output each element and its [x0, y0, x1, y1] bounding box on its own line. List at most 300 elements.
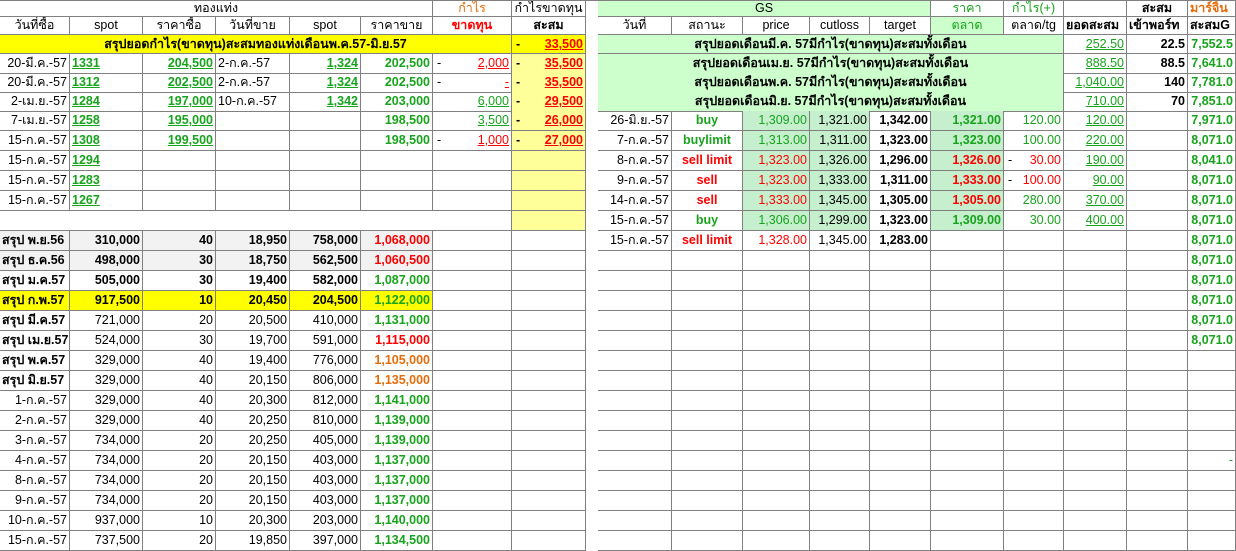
gs-trade-total[interactable]: 400.00 [1064, 211, 1127, 231]
empty-cell[interactable] [810, 271, 870, 291]
empty-cell[interactable] [672, 331, 743, 351]
empty-cell[interactable] [1064, 351, 1127, 371]
summary-empty[interactable] [512, 271, 586, 291]
summary-value[interactable]: 20,500 [216, 311, 290, 331]
trade-buy-price[interactable]: 202,500 [143, 73, 216, 93]
gs-trade-acc[interactable]: 8,041.0 [1188, 151, 1236, 171]
empty-cell[interactable] [1188, 391, 1236, 411]
gs-trade-total[interactable]: 120.00 [1064, 111, 1127, 131]
summary-empty[interactable] [512, 291, 586, 311]
empty-cell[interactable] [1004, 431, 1064, 451]
summary-empty[interactable] [433, 511, 512, 531]
summary-value[interactable]: 310,000 [70, 231, 143, 251]
trade-buy-price[interactable] [143, 171, 216, 191]
empty-cell[interactable] [870, 491, 931, 511]
summary-value[interactable]: 810,000 [290, 411, 361, 431]
gs-trade-target[interactable]: 1,305.00 [870, 191, 931, 211]
gs-trade-price[interactable]: 1,328.00 [743, 231, 810, 251]
summary-value[interactable]: 20,150 [216, 491, 290, 511]
trade-buy-date[interactable]: 2-เม.ย.-57 [0, 92, 70, 112]
summary-total[interactable]: 1,137,000 [361, 471, 433, 491]
gs-trade-total[interactable]: 90.00 [1064, 171, 1127, 191]
summary-empty[interactable] [512, 471, 586, 491]
monthly-acc[interactable]: 7,851.0 [1188, 92, 1236, 112]
summary-value[interactable]: 329,000 [70, 411, 143, 431]
trade-sell-spot[interactable] [290, 151, 361, 171]
column-header[interactable]: price [743, 17, 810, 35]
empty-cell[interactable] [598, 271, 672, 291]
empty-cell[interactable] [743, 311, 810, 331]
gs-trade-cutloss[interactable]: 1,345.00 [810, 231, 870, 251]
empty-cell[interactable] [672, 451, 743, 471]
empty-cell[interactable] [598, 251, 672, 271]
empty-cell[interactable] [1064, 531, 1127, 551]
summary-value[interactable]: 498,000 [70, 251, 143, 271]
blank-acc[interactable] [512, 211, 586, 231]
gs-acc-cont[interactable]: 8,071.0 [1188, 271, 1236, 291]
gs-trade-empty[interactable] [1127, 191, 1188, 211]
header-profit[interactable]: กำไร [433, 1, 512, 17]
summary-value[interactable]: 40 [143, 231, 216, 251]
empty-cell[interactable] [1127, 271, 1188, 291]
gs-trade-market[interactable]: 1,321.00 [931, 111, 1004, 131]
empty-cell[interactable] [672, 531, 743, 551]
summary-value[interactable]: 721,000 [70, 311, 143, 331]
summary-total[interactable]: 1,141,000 [361, 391, 433, 411]
empty-cell[interactable] [1127, 311, 1188, 331]
empty-cell[interactable] [1064, 411, 1127, 431]
empty-cell[interactable] [931, 431, 1004, 451]
summary-empty[interactable] [512, 411, 586, 431]
empty-cell[interactable] [870, 391, 931, 411]
summary-empty[interactable] [512, 491, 586, 511]
gs-acc-cont[interactable]: 8,071.0 [1188, 291, 1236, 311]
empty-cell[interactable] [598, 431, 672, 451]
summary-label[interactable]: 9-ก.ค.-57 [0, 491, 70, 511]
column-header[interactable]: ยอดสะสม [1064, 17, 1127, 35]
trade-buy-price[interactable]: 204,500 [143, 54, 216, 74]
summary-value[interactable]: 20,300 [216, 511, 290, 531]
trade-sell-spot[interactable] [290, 191, 361, 211]
gs-trade-price[interactable]: 1,323.00 [743, 171, 810, 191]
empty-cell[interactable] [1064, 251, 1127, 271]
empty-cell[interactable] [743, 511, 810, 531]
trade-sell-price[interactable]: 198,500 [361, 111, 433, 131]
monthly-total[interactable]: 252.50 [1064, 35, 1127, 54]
gs-trade-acc[interactable]: 8,071.0 [1188, 131, 1236, 151]
trade-acc[interactable] [512, 191, 586, 211]
gs-trade-target[interactable]: 1,342.00 [870, 111, 931, 131]
summary-empty[interactable] [433, 311, 512, 331]
empty-cell[interactable] [598, 331, 672, 351]
gs-trade-status[interactable]: buy [672, 211, 743, 231]
monthly-summary-label[interactable]: สรุปยอดเดือนพ.ค. 57มีกำไร(ขาดทุน)สะสมทั้งเดือน [598, 73, 1064, 93]
summary-empty[interactable] [433, 251, 512, 271]
empty-cell[interactable] [1004, 391, 1064, 411]
summary-value[interactable]: 20 [143, 491, 216, 511]
empty-cell[interactable] [1064, 511, 1127, 531]
empty-cell[interactable] [931, 371, 1004, 391]
summary-value[interactable]: 19,400 [216, 351, 290, 371]
summary-empty[interactable] [433, 471, 512, 491]
summary-banner-acc[interactable]: 33,500 - [512, 35, 586, 54]
summary-empty[interactable] [512, 531, 586, 551]
column-header[interactable]: สะสมG [1188, 17, 1236, 35]
empty-cell[interactable] [672, 251, 743, 271]
summary-total[interactable]: 1,137,000 [361, 491, 433, 511]
trade-sell-price[interactable] [361, 171, 433, 191]
summary-empty[interactable] [433, 231, 512, 251]
trade-acc[interactable] [512, 151, 586, 171]
empty-cell[interactable] [1127, 331, 1188, 351]
column-header[interactable]: ขาดทุน [433, 17, 512, 35]
column-header[interactable]: target [870, 17, 931, 35]
column-header[interactable]: ตลาด/tg [1004, 17, 1064, 35]
summary-label[interactable]: 8-ก.ค.-57 [0, 471, 70, 491]
gs-trade-cutloss[interactable]: 1,321.00 [810, 111, 870, 131]
gs-trade-market[interactable]: 1,309.00 [931, 211, 1004, 231]
summary-value[interactable]: 582,000 [290, 271, 361, 291]
summary-empty[interactable] [512, 251, 586, 271]
summary-value[interactable]: 10 [143, 291, 216, 311]
column-header[interactable]: spot [290, 17, 361, 35]
trade-sell-spot[interactable]: 1,342 [290, 92, 361, 112]
monthly-port[interactable]: 70 [1127, 92, 1188, 112]
summary-value[interactable]: 917,500 [70, 291, 143, 311]
trade-spot[interactable]: 1308 [70, 131, 143, 151]
gs-trade-date[interactable]: 14-ก.ค.-57 [598, 191, 672, 211]
empty-cell[interactable] [1127, 251, 1188, 271]
empty-cell[interactable] [1064, 451, 1127, 471]
empty-cell[interactable] [743, 271, 810, 291]
monthly-acc[interactable]: 7,641.0 [1188, 54, 1236, 74]
trade-sell-price[interactable] [361, 191, 433, 211]
empty-cell[interactable] [743, 451, 810, 471]
gs-trade-date[interactable]: 15-ก.ค.-57 [598, 211, 672, 231]
summary-value[interactable]: 737,500 [70, 531, 143, 551]
monthly-total[interactable]: 710.00 [1064, 92, 1127, 112]
trade-sell-spot[interactable] [290, 131, 361, 151]
empty-cell[interactable] [1127, 471, 1188, 491]
gs-trade-target[interactable]: 1,296.00 [870, 151, 931, 171]
empty-cell[interactable] [870, 331, 931, 351]
summary-total[interactable]: 1,105,000 [361, 351, 433, 371]
gs-acc-dash[interactable]: - [1188, 451, 1236, 471]
empty-cell[interactable] [598, 371, 672, 391]
gs-acc-cont[interactable]: 8,071.0 [1188, 331, 1236, 351]
gs-trade-status[interactable]: sell limit [672, 151, 743, 171]
summary-value[interactable]: 937,000 [70, 511, 143, 531]
empty-cell[interactable] [931, 331, 1004, 351]
empty-cell[interactable] [672, 351, 743, 371]
summary-label[interactable]: สรุป พ.ค.57 [0, 351, 70, 371]
summary-value[interactable]: 40 [143, 371, 216, 391]
column-header[interactable]: เข้าพอร์ท [1127, 17, 1188, 35]
empty-cell[interactable] [1188, 351, 1236, 371]
summary-total[interactable]: 1,134,500 [361, 531, 433, 551]
summary-value[interactable]: 329,000 [70, 351, 143, 371]
trade-buy-date[interactable]: 15-ก.ค.-57 [0, 131, 70, 151]
summary-value[interactable]: 20,250 [216, 411, 290, 431]
gs-trade-status[interactable]: sell [672, 171, 743, 191]
summary-value[interactable]: 405,000 [290, 431, 361, 451]
gs-trade-empty[interactable] [1127, 151, 1188, 171]
gs-trade-market[interactable]: 1,323.00 [931, 131, 1004, 151]
empty-cell[interactable] [810, 391, 870, 411]
empty-cell[interactable] [598, 411, 672, 431]
empty-cell[interactable] [1064, 331, 1127, 351]
monthly-summary-label[interactable]: สรุปยอดเดือนเม.ย. 57มีกำไร(ขาดทุน)สะสมทั้งเดือน [598, 54, 1064, 74]
gs-trade-acc[interactable]: 7,971.0 [1188, 111, 1236, 131]
summary-empty[interactable] [433, 451, 512, 471]
empty-cell[interactable] [672, 471, 743, 491]
gs-trade-price[interactable]: 1,313.00 [743, 131, 810, 151]
empty-cell[interactable] [1127, 531, 1188, 551]
empty-cell[interactable] [743, 351, 810, 371]
empty-cell[interactable] [1004, 491, 1064, 511]
gs-trade-price[interactable]: 1,333.00 [743, 191, 810, 211]
gs-acc-cont[interactable]: 8,071.0 [1188, 251, 1236, 271]
header-acc[interactable]: สะสม [1127, 1, 1188, 17]
summary-empty[interactable] [433, 331, 512, 351]
header-profit-acc[interactable]: กำไรขาดทุน [512, 1, 586, 17]
empty-cell[interactable] [931, 391, 1004, 411]
empty-cell[interactable] [743, 491, 810, 511]
empty-cell[interactable] [810, 411, 870, 431]
empty-cell[interactable] [672, 511, 743, 531]
empty-cell[interactable] [870, 531, 931, 551]
gs-trade-market[interactable]: 1,326.00 [931, 151, 1004, 171]
summary-value[interactable]: 204,500 [290, 291, 361, 311]
summary-empty[interactable] [433, 391, 512, 411]
empty-cell[interactable] [1127, 511, 1188, 531]
empty-cell[interactable] [931, 351, 1004, 371]
gs-acc-cont[interactable]: 8,071.0 [1188, 311, 1236, 331]
trade-spot[interactable]: 1294 [70, 151, 143, 171]
monthly-port[interactable]: 140 [1127, 73, 1188, 93]
summary-banner[interactable]: สรุปยอดกำไร(ขาดทุน)สะสมทองแท่งเดือนพ.ค.57-มิ.ย.57 [0, 35, 512, 54]
summary-value[interactable]: 20 [143, 431, 216, 451]
trade-spot[interactable]: 1331 [70, 54, 143, 74]
column-header[interactable]: ราคาซื้อ [143, 17, 216, 35]
gs-trade-empty[interactable] [1127, 111, 1188, 131]
empty-cell[interactable] [1004, 271, 1064, 291]
trade-acc[interactable]: 27,000 - [512, 131, 586, 151]
summary-empty[interactable] [512, 511, 586, 531]
empty-cell[interactable] [672, 311, 743, 331]
summary-label[interactable]: สรุป มิ.ย.57 [0, 371, 70, 391]
summary-label[interactable]: สรุป ก.พ.57 [0, 291, 70, 311]
trade-sell-spot[interactable]: 1,324 [290, 54, 361, 74]
empty-cell[interactable] [743, 291, 810, 311]
summary-value[interactable]: 734,000 [70, 451, 143, 471]
summary-value[interactable]: 397,000 [290, 531, 361, 551]
gs-trade-date[interactable]: 15-ก.ค.-57 [598, 231, 672, 251]
empty-cell[interactable] [1064, 431, 1127, 451]
gs-trade-date[interactable]: 26-มิ.ย.-57 [598, 111, 672, 131]
trade-spot[interactable]: 1258 [70, 111, 143, 131]
summary-value[interactable]: 329,000 [70, 391, 143, 411]
trade-acc[interactable] [512, 171, 586, 191]
empty-cell[interactable] [1004, 511, 1064, 531]
empty-cell[interactable] [931, 491, 1004, 511]
empty-cell[interactable] [810, 331, 870, 351]
gs-trade-price[interactable]: 1,309.00 [743, 111, 810, 131]
gs-trade-acc[interactable]: 8,071.0 [1188, 191, 1236, 211]
trade-spot[interactable]: 1284 [70, 92, 143, 112]
gs-trade-cutloss[interactable]: 1,326.00 [810, 151, 870, 171]
gs-trade-date[interactable]: 9-ก.ค.-57 [598, 171, 672, 191]
gs-trade-total[interactable]: 370.00 [1064, 191, 1127, 211]
summary-empty[interactable] [512, 431, 586, 451]
summary-empty[interactable] [512, 451, 586, 471]
summary-value[interactable]: 18,950 [216, 231, 290, 251]
trade-buy-date[interactable]: 20-มี.ค.-57 [0, 73, 70, 93]
summary-total[interactable]: 1,135,000 [361, 371, 433, 391]
empty-cell[interactable] [1004, 531, 1064, 551]
empty-cell[interactable] [810, 371, 870, 391]
empty-cell[interactable] [1064, 391, 1127, 411]
summary-value[interactable]: 758,000 [290, 231, 361, 251]
gs-trade-status[interactable]: sell limit [672, 231, 743, 251]
column-header[interactable]: สถานะ [672, 17, 743, 35]
trade-sell-price[interactable]: 202,500 [361, 73, 433, 93]
gs-trade-price[interactable]: 1,323.00 [743, 151, 810, 171]
empty-cell[interactable] [870, 431, 931, 451]
column-header[interactable]: วันที่ขาย [216, 17, 290, 35]
header-empty[interactable] [1064, 1, 1127, 17]
empty-cell[interactable] [1004, 471, 1064, 491]
trade-buy-price[interactable] [143, 191, 216, 211]
summary-value[interactable]: 20,300 [216, 391, 290, 411]
empty-cell[interactable] [598, 471, 672, 491]
empty-cell[interactable] [672, 371, 743, 391]
empty-cell[interactable] [1188, 491, 1236, 511]
empty-cell[interactable] [931, 511, 1004, 531]
summary-empty[interactable] [433, 531, 512, 551]
summary-empty[interactable] [512, 351, 586, 371]
monthly-summary-label[interactable]: สรุปยอดเดือนมิ.ย. 57มีกำไร(ขาดทุน)สะสมทั้งเดือน [598, 92, 1064, 112]
trade-acc[interactable]: 26,000 - [512, 111, 586, 131]
empty-cell[interactable] [598, 531, 672, 551]
column-header[interactable]: วันที่ซื้อ [0, 17, 70, 35]
trade-sell-price[interactable]: 198,500 [361, 131, 433, 151]
empty-cell[interactable] [743, 371, 810, 391]
gs-trade-empty[interactable] [1127, 231, 1188, 251]
summary-value[interactable]: 20 [143, 471, 216, 491]
gs-trade-target[interactable]: 1,283.00 [870, 231, 931, 251]
monthly-summary-label[interactable]: สรุปยอดเดือนมี.ค. 57มีกำไร(ขาดทุน)สะสมทั้งเดือน [598, 35, 1064, 54]
gs-trade-pl[interactable]: 120.00 [1004, 111, 1064, 131]
trade-profit[interactable]: 6,000 [433, 92, 512, 112]
summary-total[interactable]: 1,139,000 [361, 431, 433, 451]
gs-trade-status[interactable]: buylimit [672, 131, 743, 151]
empty-cell[interactable] [1064, 291, 1127, 311]
header-profit-plus[interactable]: กำไร(+) [1004, 1, 1064, 17]
empty-cell[interactable] [810, 291, 870, 311]
empty-cell[interactable] [810, 511, 870, 531]
gs-trade-empty[interactable] [1127, 171, 1188, 191]
summary-value[interactable]: 40 [143, 391, 216, 411]
gs-trade-cutloss[interactable]: 1,345.00 [810, 191, 870, 211]
trade-acc[interactable]: 29,500 - [512, 92, 586, 112]
header-price[interactable]: ราคา [931, 1, 1004, 17]
gs-trade-cutloss[interactable]: 1,311.00 [810, 131, 870, 151]
gs-trade-pl[interactable]: 280.00 [1004, 191, 1064, 211]
trade-sell-date[interactable] [216, 151, 290, 171]
gs-trade-total[interactable]: 190.00 [1064, 151, 1127, 171]
summary-total[interactable]: 1,137,000 [361, 451, 433, 471]
gs-trade-market[interactable]: 1,305.00 [931, 191, 1004, 211]
empty-cell[interactable] [672, 271, 743, 291]
trade-spot[interactable]: 1283 [70, 171, 143, 191]
trade-sell-date[interactable] [216, 111, 290, 131]
empty-cell[interactable] [1188, 531, 1236, 551]
trade-buy-date[interactable]: 15-ก.ค.-57 [0, 191, 70, 211]
empty-cell[interactable] [1188, 411, 1236, 431]
empty-cell[interactable] [1064, 271, 1127, 291]
summary-empty[interactable] [512, 331, 586, 351]
summary-value[interactable]: 329,000 [70, 371, 143, 391]
gs-trade-empty[interactable] [1127, 131, 1188, 151]
trade-profit[interactable]: - - [433, 73, 512, 93]
empty-cell[interactable] [1127, 491, 1188, 511]
gs-trade-acc[interactable]: 8,071.0 [1188, 171, 1236, 191]
empty-cell[interactable] [1127, 451, 1188, 471]
gs-trade-cutloss[interactable]: 1,333.00 [810, 171, 870, 191]
summary-empty[interactable] [512, 371, 586, 391]
column-header[interactable]: spot [70, 17, 143, 35]
empty-cell[interactable] [1127, 431, 1188, 451]
empty-cell[interactable] [931, 271, 1004, 291]
summary-value[interactable]: 806,000 [290, 371, 361, 391]
trade-buy-date[interactable]: 15-ก.ค.-57 [0, 151, 70, 171]
column-header[interactable]: ตลาด [931, 17, 1004, 35]
summary-value[interactable]: 524,000 [70, 331, 143, 351]
empty-cell[interactable] [743, 411, 810, 431]
gs-trade-acc[interactable]: 8,071.0 [1188, 211, 1236, 231]
trade-sell-date[interactable]: 2-ก.ค.-57 [216, 73, 290, 93]
summary-value[interactable]: 30 [143, 331, 216, 351]
empty-cell[interactable] [870, 511, 931, 531]
summary-total[interactable]: 1,140,000 [361, 511, 433, 531]
gs-trade-pl[interactable] [1004, 231, 1064, 251]
empty-cell[interactable] [743, 391, 810, 411]
empty-cell[interactable] [1188, 511, 1236, 531]
monthly-port[interactable]: 88.5 [1127, 54, 1188, 74]
gs-trade-target[interactable]: 1,323.00 [870, 211, 931, 231]
empty-cell[interactable] [672, 291, 743, 311]
summary-value[interactable]: 18,750 [216, 251, 290, 271]
summary-empty[interactable] [512, 391, 586, 411]
trade-buy-date[interactable]: 20-มี.ค.-57 [0, 54, 70, 74]
monthly-acc[interactable]: 7,552.5 [1188, 35, 1236, 54]
blank-row[interactable] [0, 211, 512, 231]
header-margin[interactable]: มาร์จิ้น [1188, 1, 1236, 17]
summary-total[interactable]: 1,068,000 [361, 231, 433, 251]
summary-empty[interactable] [433, 351, 512, 371]
empty-cell[interactable] [1004, 331, 1064, 351]
summary-label[interactable]: สรุป ธ.ค.56 [0, 251, 70, 271]
summary-total[interactable]: 1,087,000 [361, 271, 433, 291]
gs-trade-cutloss[interactable]: 1,299.00 [810, 211, 870, 231]
column-header[interactable]: สะสม [512, 17, 586, 35]
empty-cell[interactable] [1004, 351, 1064, 371]
summary-empty[interactable] [512, 311, 586, 331]
empty-cell[interactable] [810, 351, 870, 371]
empty-cell[interactable] [870, 291, 931, 311]
empty-cell[interactable] [1127, 351, 1188, 371]
